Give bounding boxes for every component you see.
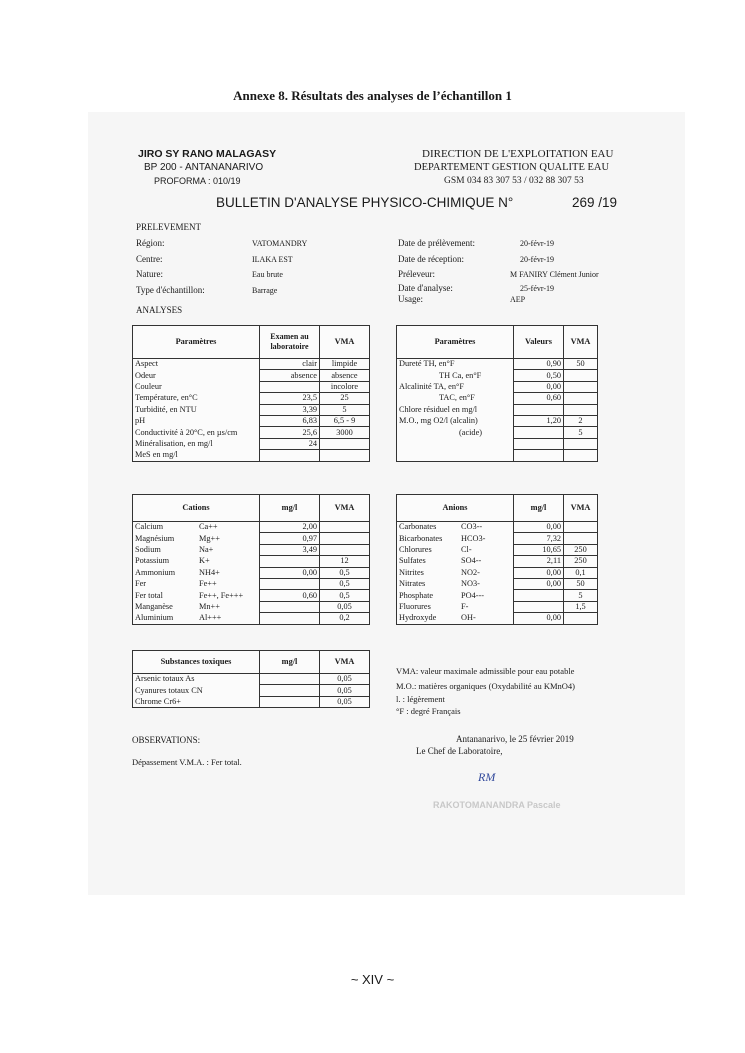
prelevement-right-row: Date de réception: 20-févr-19 [398, 253, 555, 264]
notes [396, 664, 575, 718]
col-header: Anions [397, 495, 514, 522]
table-row: Phosphate PO4--- 5 [397, 590, 598, 601]
prelevement-right-row: Date de prélèvement: 20-févr-19 [398, 238, 555, 248]
page-number: ~ XIV ~ [350, 972, 395, 987]
table-row: TAC, en°F 0,60 [397, 393, 598, 404]
signature-initials: RM [478, 770, 496, 784]
org-bp: BP 200 - ANTANANARIVO [144, 162, 264, 173]
proforma: PROFORMA : 010/19 [154, 176, 241, 186]
table-row: Aspect clair limpide [133, 359, 370, 370]
note: VMA: valeur maximale admissible pour eau potable [396, 666, 575, 676]
col-header: mg/l [260, 495, 320, 522]
table-row: Magnésium Mg++ 0,97 [133, 533, 370, 544]
prelevement-left [136, 236, 307, 298]
table-row [397, 438, 598, 449]
col-header: VMA [564, 326, 598, 359]
table-row: M.O., mg O2/l (alcalin) 1,20 2 [397, 415, 598, 426]
toxic-table [132, 650, 370, 708]
cations-table [132, 494, 370, 625]
prelevement-right-row: Usage: AEP [398, 293, 526, 304]
signature-name: RAKOTOMANANDRA Pascale [433, 800, 561, 810]
col-header: mg/l [260, 651, 320, 674]
table-row: Turbidité, en NTU 3,39 5 [133, 404, 370, 415]
prelevement-left-row: Nature: Eau brute [136, 269, 283, 279]
table-row: Sulfates SO4-- 2,11 250 [397, 556, 598, 567]
col-header: VMA [320, 651, 370, 674]
table-row: Couleur incolore [133, 381, 370, 392]
table-row: Minéralisation, en mg/l 24 [133, 438, 370, 449]
table-row: Dureté TH, en°F 0,90 50 [397, 359, 598, 370]
prelevement-heading: PRELEVEMENT [136, 222, 201, 232]
table-row: Sodium Na+ 3,49 [133, 544, 370, 555]
signature-place-date: Antananarivo, le 25 février 2019 [456, 734, 574, 744]
table-row: Chrome Cr6+ 0,05 [133, 696, 370, 707]
col-header: Valeurs [514, 326, 564, 359]
table-row: Alcalinité TA, en°F 0,00 [397, 381, 598, 392]
analyses-heading: ANALYSES [136, 305, 183, 315]
table-row: Chlore résiduel en mg/l [397, 404, 598, 415]
hardness-table [396, 325, 598, 462]
prelevement-left-row: Centre: ILAKA EST [136, 253, 293, 264]
col-header: Examen au laboratoire [260, 326, 320, 359]
observations-text: Dépassement V.M.A. : Fer total. [132, 757, 242, 767]
table-row: Carbonates CO3-- 0,00 [397, 522, 598, 533]
prelevement-right [398, 236, 599, 305]
org-name: JIRO SY RANO MALAGASY [138, 148, 277, 160]
scanned-bulletin [88, 112, 685, 895]
table-row: Conductivité à 20°C, en µs/cm 25,6 3000 [133, 427, 370, 438]
table-row: Chlorures Cl- 10,65 250 [397, 544, 598, 555]
col-header: Paramètres [397, 326, 514, 359]
col-header: Substances toxiques [133, 651, 260, 674]
direction-line1: DIRECTION DE L'EXPLOITATION EAU [422, 148, 614, 160]
note: l. : légèrement [396, 694, 445, 704]
table-row: Potassium K+ 12 [133, 556, 370, 567]
table-row: Cyanures totaux CN 0,05 [133, 685, 370, 696]
table-row: Nitrates NO3- 0,00 50 [397, 578, 598, 589]
table-row: MeS en mg/l [133, 450, 370, 461]
table-row: Arsenic totaux As 0,05 [133, 674, 370, 685]
table-row: Hydroxyde OH- 0,00 [397, 613, 598, 624]
note: M.O.: matières organiques (Oxydabilité au KMnO4) [396, 681, 576, 691]
prelevement-left-row: Type d'échantillon: Barrage [136, 284, 278, 295]
direction-gsm: GSM 034 83 307 53 / 032 88 307 53 [444, 176, 584, 186]
col-header: Paramètres [133, 326, 260, 359]
table-row: pH 6,83 6,5 - 9 [133, 415, 370, 426]
col-header: Cations [133, 495, 260, 522]
observations-heading: OBSERVATIONS: [132, 735, 201, 745]
table-row: Nitrites NO2- 0,00 0,1 [397, 567, 598, 578]
table-row: Ammonium NH4+ 0,00 0,5 [133, 567, 370, 578]
prelevement-right-row: Date d'analyse: 25-févr-19 [398, 282, 555, 293]
page-title: Annexe 8. Résultats des analyses de l’échantillon 1 [233, 88, 512, 103]
col-header: VMA [320, 495, 370, 522]
direction-line2: DEPARTEMENT GESTION QUALITE EAU [414, 162, 610, 173]
table-row: Température, en°C 23,5 25 [133, 393, 370, 404]
table-row: Fer total Fe++, Fe+++ 0,60 0,5 [133, 590, 370, 601]
prelevement-right-row: Préleveur: M FANIRY Clément Junior [398, 269, 599, 279]
params-table [132, 325, 370, 462]
bulletin-number: 269 /19 [572, 195, 618, 210]
table-row: Calcium Ca++ 2,00 [133, 522, 370, 533]
table-row: Odeur absence absence [133, 370, 370, 381]
table-row: Fer Fe++ 0,5 [133, 578, 370, 589]
col-header: mg/l [514, 495, 564, 522]
col-header: VMA [320, 326, 370, 359]
prelevement-left-row: Région: VATOMANDRY [136, 238, 308, 248]
table-row: Manganèse Mn++ 0,05 [133, 601, 370, 612]
col-header: VMA [564, 495, 598, 522]
note: °F : degré Français [396, 706, 461, 716]
table-row: (acide) 5 [397, 427, 598, 438]
table-row: Bicarbonates HCO3- 7,32 [397, 533, 598, 544]
anions-table [396, 494, 598, 625]
table-row [397, 450, 598, 461]
bulletin-title: BULLETIN D'ANALYSE PHYSICO-CHIMIQUE N° [216, 195, 514, 210]
signature-role: Le Chef de Laboratoire, [416, 746, 503, 756]
table-row: TH Ca, en°F 0,50 [397, 370, 598, 381]
table-row: Fluorures F- 1,5 [397, 601, 598, 612]
table-row: Aluminium Al+++ 0,2 [133, 613, 370, 624]
